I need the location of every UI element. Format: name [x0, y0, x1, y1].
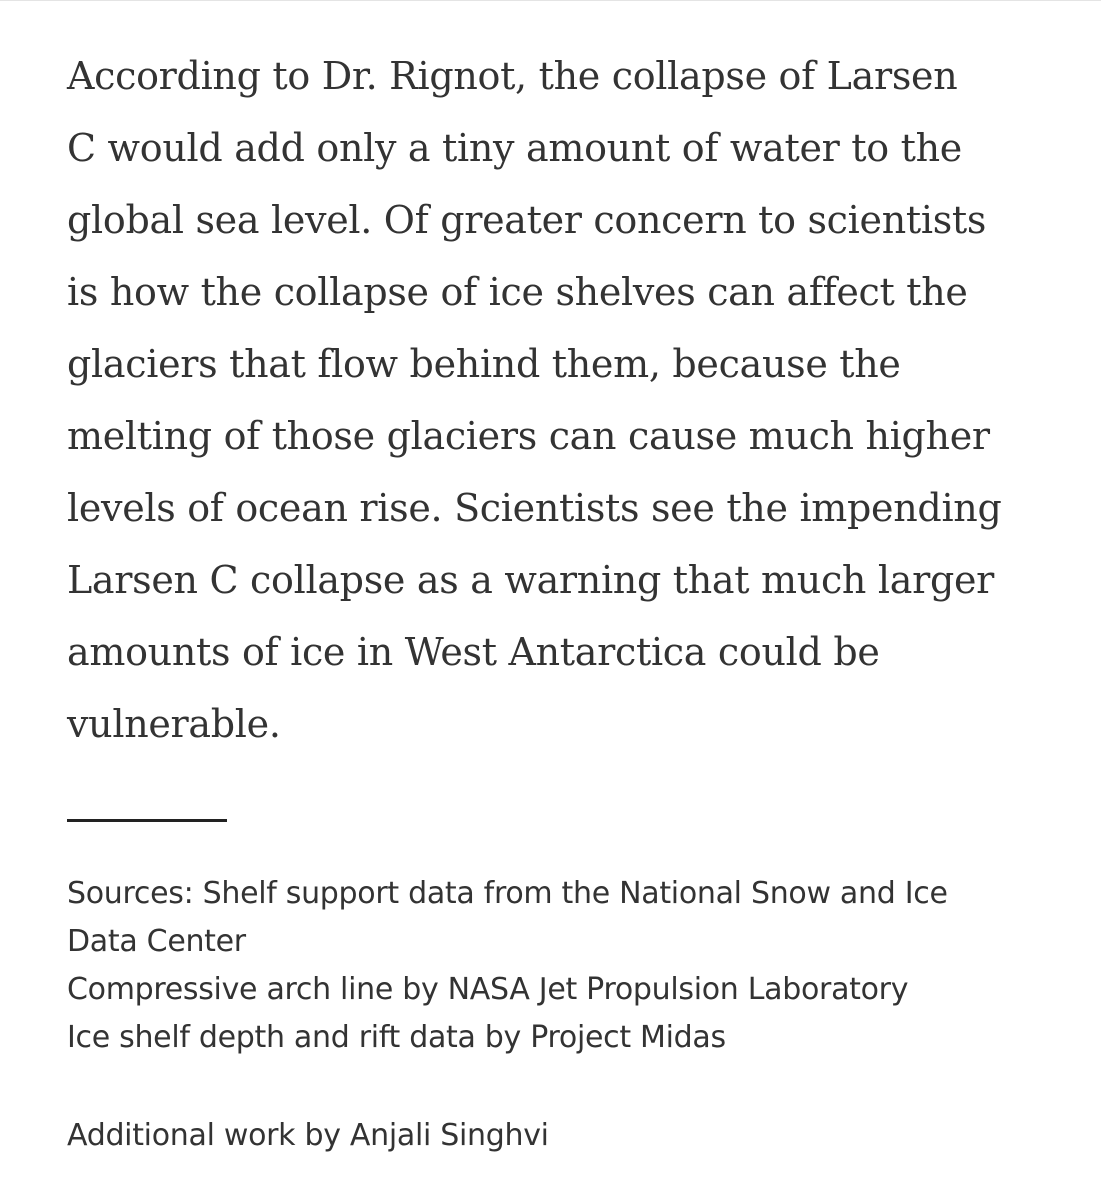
paragraph-line: C would add only a tiny amount of water to the [67, 126, 962, 170]
paragraph-line: levels of ocean rise. Scientists see the impending [67, 486, 1002, 530]
sources-line: Data Center [67, 924, 246, 959]
paragraph-line: glaciers that flow behind them, because the [67, 342, 901, 386]
article-paragraph [67, 40, 1067, 760]
top-border [0, 0, 1101, 1]
paragraph-line: global sea level. Of greater concern to scientists [67, 198, 987, 242]
sources-line: Sources: Shelf support data from the National Snow and Ice [67, 876, 948, 911]
sources-credits [67, 870, 1067, 1062]
sources-line: Compressive arch line by NASA Jet Propulsion Laboratory [67, 972, 909, 1007]
paragraph-line: amounts of ice in West Antarctica could be [67, 630, 880, 674]
paragraph-line: vulnerable. [67, 702, 281, 746]
sources-line: Ice shelf depth and rift data by Project Midas [67, 1020, 726, 1055]
paragraph-line: According to Dr. Rignot, the collapse of Larsen [67, 54, 958, 98]
paragraph-line: Larsen C collapse as a warning that much larger [67, 558, 995, 602]
paragraph-line: is how the collapse of ice shelves can affect the [67, 270, 968, 314]
section-divider [67, 819, 227, 822]
additional-work-credit: Additional work by Anjali Singhvi [67, 1118, 549, 1153]
paragraph-line: melting of those glaciers can cause much higher [67, 414, 990, 458]
